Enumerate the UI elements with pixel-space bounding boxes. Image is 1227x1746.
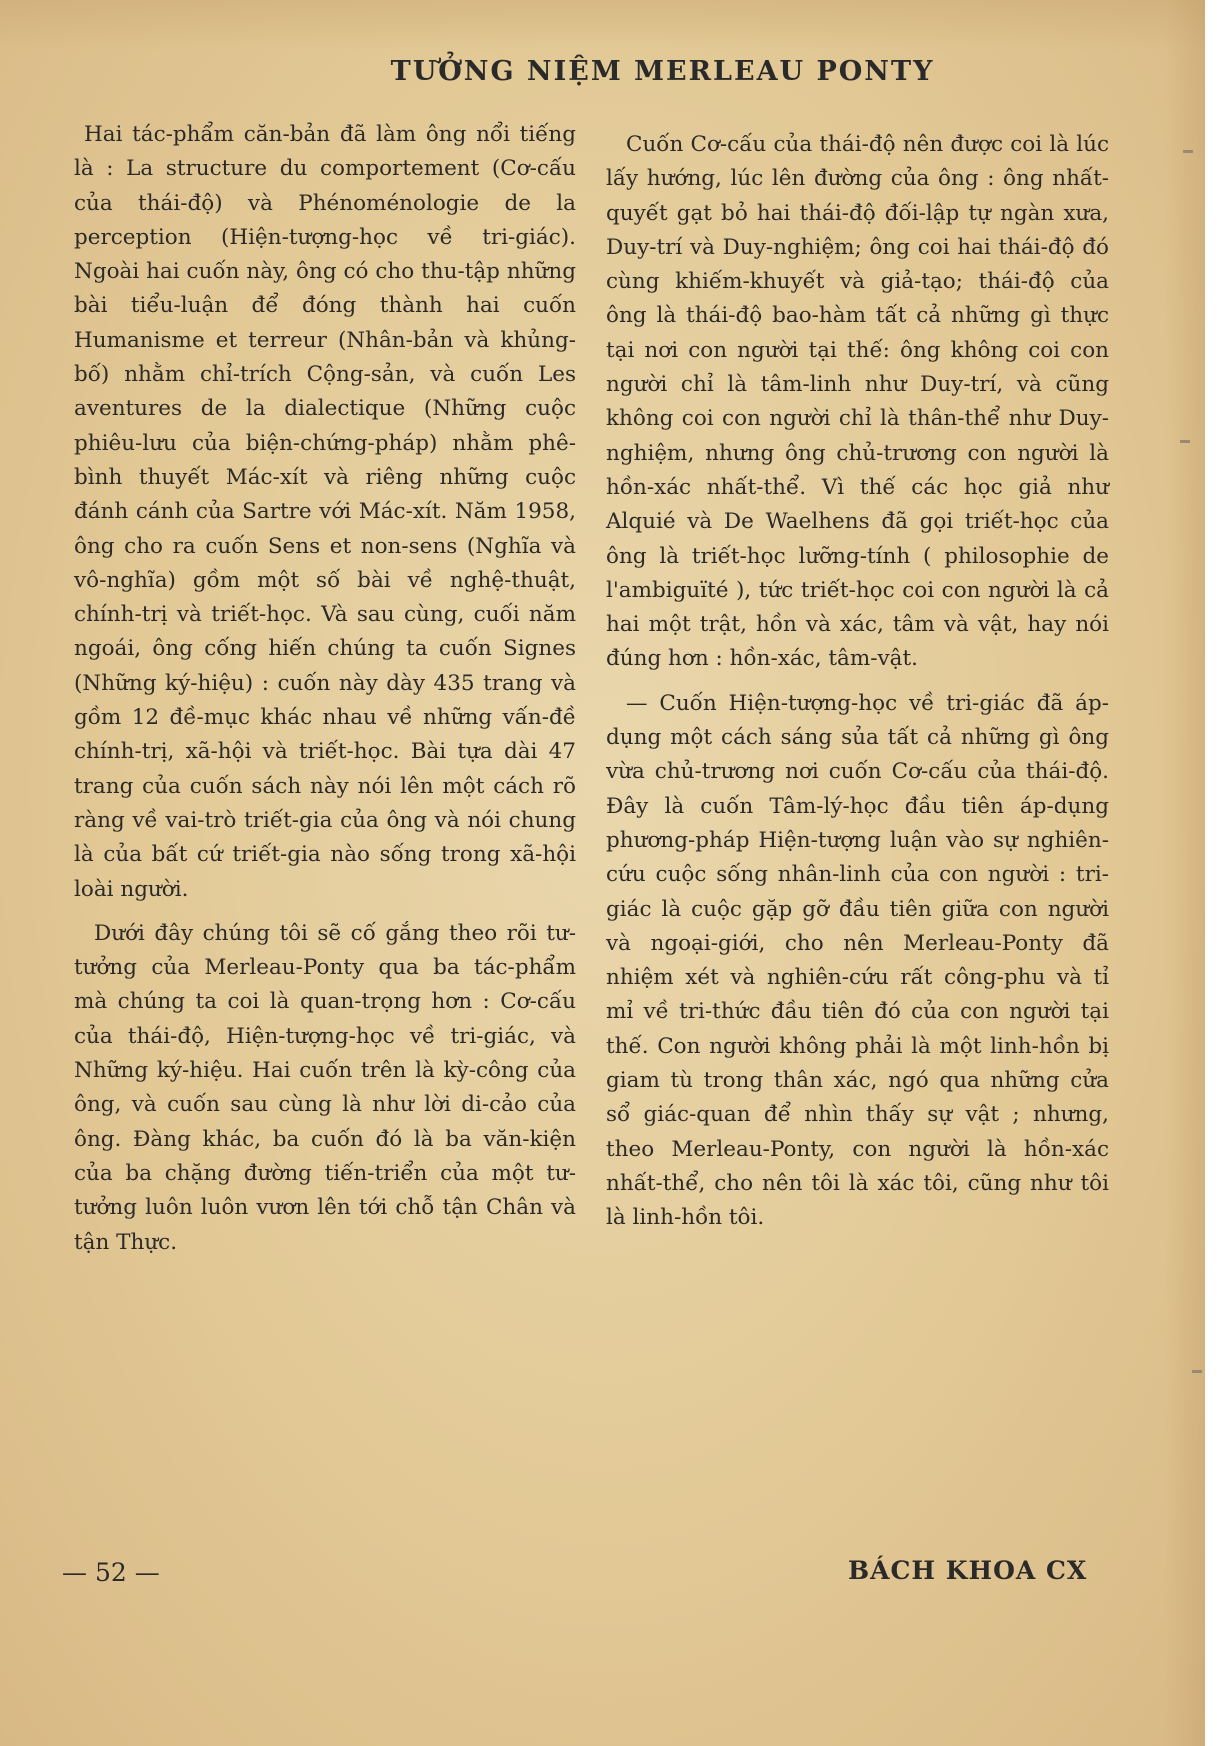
- right-paragraph-2: — Cuốn Hiện-tượng-học về tri-giác đã áp-dụng một cách sáng sủa tất cả những gì ông vừa chủ-trương nơi cuốn Cơ-cấu của thái-độ. Đây là cuốn Tâm-lý-học đầu tiên áp-dụng phương-pháp Hiện-tượng luận vào sự nghiên-cứu cuộc sống nhân-linh của con người : tri-giác là cuộc gặp gỡ đầu tiên giữa con người và ngoại-giới, cho nên Merleau-Ponty đã nhiệm xét và nghiên-cứu rất công-phu và tỉ mỉ về tri-thức đầu tiên đó của con người tại thế. Con người không phải là một linh-hồn bị giam tù trong thân xác, ngó qua những cửa sổ giác-quan để nhìn thấy sự vật ; nhưng, theo Merleau-Ponty, con người là hồn-xác nhất-thể, cho nên tôi là xác tôi, cũng như tôi là linh-hồn tôi.: [606, 690, 1109, 1231]
- left-paragraph-2: Dưới đây chúng tôi sẽ cố gắng theo rõi tư-tưởng của Merleau-Ponty qua ba tác-phẩm mà chúng ta coi là quan-trọng hơn : Cơ-cấu của thái-độ, Hiện-tượng-học về tri-giác, và Những ký-hiệu. Hai cuốn trên là kỳ-công của ông, và cuốn sau cùng là như lời di-cảo của ông. Đàng khác, ba cuốn đó là ba văn-kiện của ba chặng đường tiến-triển của một tư-tưởng luôn luôn vươn lên tới chỗ tận Chân và tận Thực.: [74, 920, 576, 1255]
- page-edge-stain: [1165, 0, 1205, 1746]
- edge-speck: [1180, 440, 1190, 443]
- journal-issue: BÁCH KHOA CX: [848, 1556, 1088, 1585]
- left-column: [74, 118, 576, 1260]
- running-head: TƯỞNG NIỆM MERLEAU PONTY: [390, 56, 935, 87]
- left-paragraph-1: Hai tác-phẩm căn-bản đã làm ông nổi tiếng là : La structure du comportement (Cơ-cấu của thái-độ) và Phénoménologie de la perception (Hiện-tượng-học về tri-giác). Ngoài hai cuốn này, ông có cho thu-tập những bài tiểu-luận để đóng thành hai cuốn Humanisme et terreur (Nhân-bản và khủng-bố) nhằm chỉ-trích Cộng-sản, và cuốn Les aventures de la dialectique (Những cuộc phiêu-lưu của biện-chứng-pháp) nhằm phê-bình thuyết Mác-xít và riêng những cuộc đánh cánh của Sartre với Mác-xít. Năm 1958, ông cho ra cuốn Sens et non-sens (Nghĩa và vô-nghĩa) gồm một số bài về nghệ-thuật, chính-trị và triết-học. Và sau cùng, cuối năm ngoái, ông cống hiến chúng ta cuốn Signes (Những ký-hiệu) : cuốn này dày 435 trang và gồm 12 đề-mục khác nhau về những vấn-đề chính-trị, xã-hội và triết-học. Bài tựa dài 47 trang của cuốn sách này nói lên một cách rõ ràng về vai-trò triết-gia của ông và nói chung là của bất cứ triết-gia nào sống trong xã-hội loài người.: [74, 122, 576, 902]
- right-column: [606, 128, 1109, 1236]
- page-number: — 52 —: [62, 1558, 160, 1587]
- right-paragraph-1: Cuốn Cơ-cấu của thái-độ nên được coi là lúc lấy hướng, lúc lên đường của ông : ông nhất-quyết gạt bỏ hai thái-độ đối-lập tự ngàn xưa, Duy-trí và Duy-nghiệm; ông coi hai thái-độ đó cùng khiếm-khuyết và giả-tạo; thái-độ của ông là thái-độ bao-hàm tất cả những gì thực tại nơi con người tại thế: ông không coi con người chỉ là tâm-linh như Duy-trí, và cũng không coi con người chỉ là thân-thể như Duy-nghiệm, nhưng ông chủ-trương con người là hồn-xác nhất-thể. Vì thế các học giả như Alquié và De Waelhens đã gọi triết-học của ông là triết-học lưỡng-tính ( philosophie de l'ambiguïté ), tức triết-học coi con người là cả hai một trật, hồn và xác, tâm và vật, hay nói đúng hơn : hồn-xác, tâm-vật.: [606, 132, 1109, 672]
- edge-speck: [1192, 1370, 1202, 1373]
- edge-speck: [1183, 150, 1193, 153]
- page-top-stain: [0, 0, 1205, 50]
